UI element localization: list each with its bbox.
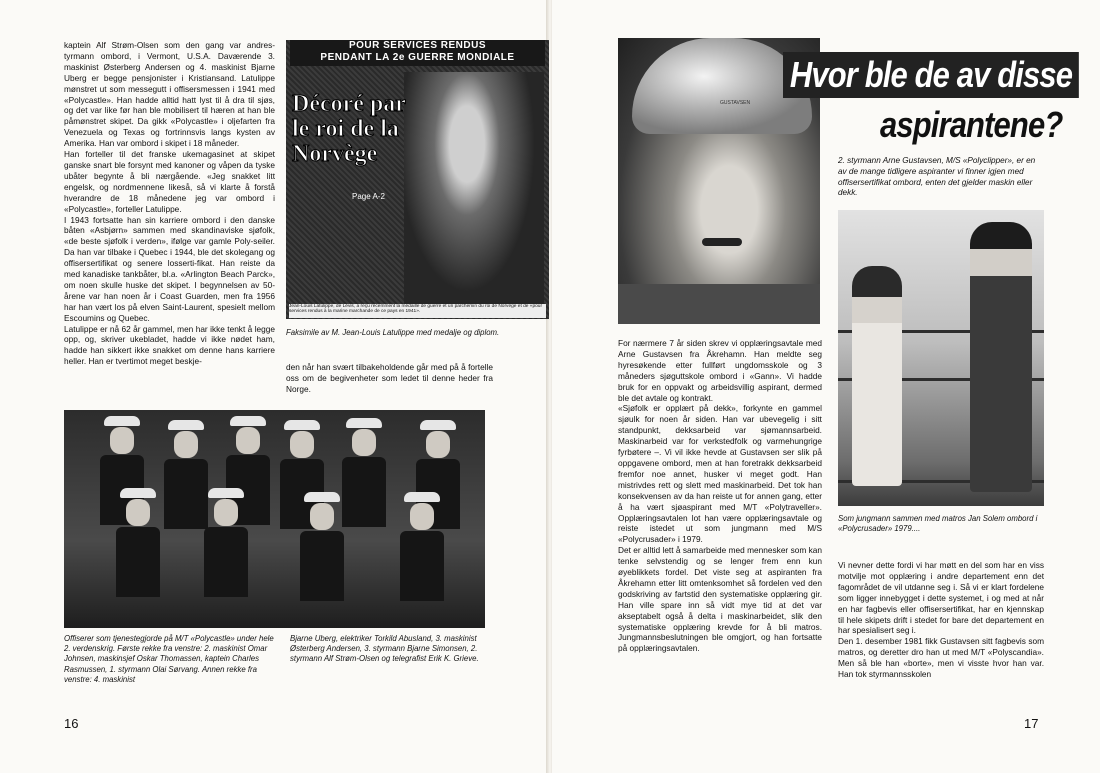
officer-figure (400, 492, 444, 601)
title-line-2: aspirantene? (880, 104, 1063, 145)
paragraph: Det er alltid lett å samarbeide med mennesker som kan tenke selvstendig og se lenger frem enn kun øyeblikkets fordel. Det viste seg at aspiranten fra Åkrehamn etter litt omtenksomhet så fordelen ved den godskriving av fartstid den systematiske opplæring gir. Han ville spare inn så vidt mye tid at det var akseptabelt også å delta i maskinarbeidet, slik den systematiske opplæring krevde for å bli matros. Jungmannsbeslutningen ble omgjort, og han fortsatte på opplæringsavtalen. (618, 545, 822, 654)
paragraph: Den 1. desember 1981 fikk Gustavsen sitt fagbevis som matros, og deretter dro han ut med M/T «Polyscandia». Men så ble han «borte», men vi visste hvor han var. Han tok styrmannsskolen (838, 636, 1044, 680)
deck-photo-caption: Som jungmann sammen med matros Jan Solem ombord i «Polycrusader» 1979.... (838, 514, 1038, 534)
paragraph: «Sjøfolk er opplært på dekk», forkynte en gammel sjøulk for noen år siden. Han var ubevegelig i sitt standpunkt, dekksarbeid var sjømannsarbeid. Maskinarbeid var for verkstedfolk og varmehungrige fyrbøtere –. Vi vil ikke hevde at Gustavsen ser slik på oppgavene ombord, men at han foretrakk dekksarbeid fremfor noe annet, husker vi meget godt. Han mistrivdes rett og slett med maskinarbeid. Det tok han konsekvensen av da han reiste ut for annen gang, etter å ha vært sjøaspirant med M/T «Polytraveller». Opplæringsavtalen lot han være opplæringsavtale og reiste istedet ut som jungmann med M/S «Polycrusader» i 1979. (618, 403, 822, 545)
title-line-1: Hvor ble de av disse (783, 52, 1079, 98)
article-column-1 (64, 40, 275, 367)
paragraph: den når han svært tilbakeholdende går med på å fortelle oss om de begivenheter som ledet til denne heder fra Norge. (286, 362, 493, 394)
officer-figure (300, 492, 344, 601)
matros-figure (970, 222, 1032, 492)
paragraph: Han forteller til det franske ukemagasinet at skipet ganske snart ble forsynt med kanoner og våpen da tyske ubåter begynte å bli nærgående. «Jeg snakket litt engelsk, og nordmennene likeså, så vi klarte å forstå hverandre de 18 månedene jeg var ombord i «Polycastle», forteller Latulippe. (64, 149, 275, 214)
paragraph: Vi nevner dette fordi vi har møtt en del som har en viss motvilje mot opplæring i andre departement enn det fagområdet de vil utdanne seg i. Så vi er klart fordelene som ligger innebygget i dette systemet, i og med at når en har fagbevis eller offisersertifikat, har en kjennskap til hele skipets drift i stedet for bare det departement en har spesialisert seg i. (838, 560, 1044, 636)
paragraph: I 1943 fortsatte han sin karriere ombord i den danske båten «Asbjørn» sammen med skandinaviske sjøfolk, «de beste sjøfolk i verden», ifølge var gamle Poly-seiler. Da han var tilbake i Quebec i 1944, ble det skolegang og offisersertifikat og senere losserti-fikat. Han reiste da med kanadiske tankbåter, bl.a. «Arlington Beach Parck», om noen skulle huske det skipet. I begynnelsen av 50-årene var han noen år i Coast Guarden, men fra 1956 har han vært los på elven Saint-Laurent, spesielt mellom Escoumins og Quebec. (64, 214, 275, 323)
article-column-2 (286, 362, 493, 395)
moustache (702, 238, 742, 246)
paragraph: For nærmere 7 år siden skrev vi opplæringsavtale med Arne Gustavsen fra Åkrehamn. Han meldte seg hyresøkende etter fullført ungdomsskole og 3 måneders sjøguttskole ombord i «Gann». Vi hadde bruk for en oppvakt og arbeidsvillig aspirant, dermed ble det avtale og kontrakt. (618, 338, 822, 403)
article-column-3 (618, 338, 822, 654)
latulippe-portrait-image (404, 72, 544, 312)
facsimile-clipping (286, 40, 549, 319)
officer-figure (342, 418, 386, 527)
officer-figure (164, 420, 208, 529)
page-number-left: 16 (64, 716, 79, 731)
helmet-text: GUSTAVSEN (720, 100, 751, 106)
deck-photo (838, 210, 1044, 506)
group-photo-caption-left: Offiserer som tjenestegjorde på M/T «Polycastle» under hele 2. verdenskrig. Første rekke fra venstre: 2. maskinist Omar Johnsen, maskinsjef Oskar Thomassen, kaptein Charles Rasmussen, 1. styrmann Olai Sørvang. Annen rekke fra venstre: 4. maskinist (64, 634, 274, 684)
facsimile-page-ref: Page A-2 (352, 192, 385, 201)
officer-figure (116, 488, 160, 597)
article-column-4 (838, 560, 1044, 680)
jungmann-figure (852, 266, 902, 486)
shirt (618, 284, 820, 324)
group-photo-caption-right: Bjarne Uberg, elektriker Torkild Abusland, 3. maskinist Østerberg Andersen, 3. styrmann Bjarne Simonsen, 2. styrmann Alf Strøm-Olsen og telegrafist Erik K. Grieve. (290, 634, 479, 664)
facsimile-banner-line2: PENDANT LA 2e GUERRE MONDIALE (320, 52, 515, 63)
facsimile-inner-caption: Jean-Louis Latulippe, de Lévis, a reçu récemment la médaille de guerre et un parchemin du roi de Norvège et de «pour services rendus à la marine marchande de ce pays en 1941». (289, 304, 546, 318)
officer-figure (204, 488, 248, 597)
facsimile-banner (290, 40, 545, 66)
officers-group-photo (64, 410, 485, 628)
portrait-caption: 2. styrmann Arne Gustavsen, M/S «Polyclipper», er en av de mange tidligere aspiranter vi finner igjen med offisersertifikat ombord, enten det gjelder maskin eller dekk. (838, 156, 1036, 198)
page-number-right: 17 (1024, 716, 1039, 731)
paragraph: Latulippe er nå 62 år gammel, men har ikke tenkt å legge opp, og, skriver ukebladet, hadde vi ikke nødet ham, hadde han sikkert ikke snakket om denne hans karriere heller. Han er tvertimot meget beskje- (64, 323, 275, 367)
paragraph: kaptein Alf Strøm-Olsen som den gang var andres-tyrmann ombord, i Vermont, U.S.A. Daværende 3. maskinist Østerberg Andersen og 4. maskinist Bjarne Uberg er begge pensjonister i Kristiansand. Latulippe mønstret ut som messegutt i offisersmessen i 1941 med «Polycastle». Han hadde alltid hatt lyst til å dra til sjøs, og det var like før han ble mobilisert til hæren at han ble påmønstret skipet. Da gikk «Polycastle» i oljefarten fra Venezuela og Texas og fortrinnsvis langs kysten av Amerika. Han var ombord i skipet i 18 måneder. (64, 40, 275, 149)
facsimile-caption: Faksimile av M. Jean-Louis Latulippe med medalje og diplom. (286, 328, 500, 337)
facsimile-headline: Décoré par le roi de la Norvège (292, 91, 406, 167)
facsimile-banner-line1: POUR SERVICES RENDUS (348, 40, 487, 51)
